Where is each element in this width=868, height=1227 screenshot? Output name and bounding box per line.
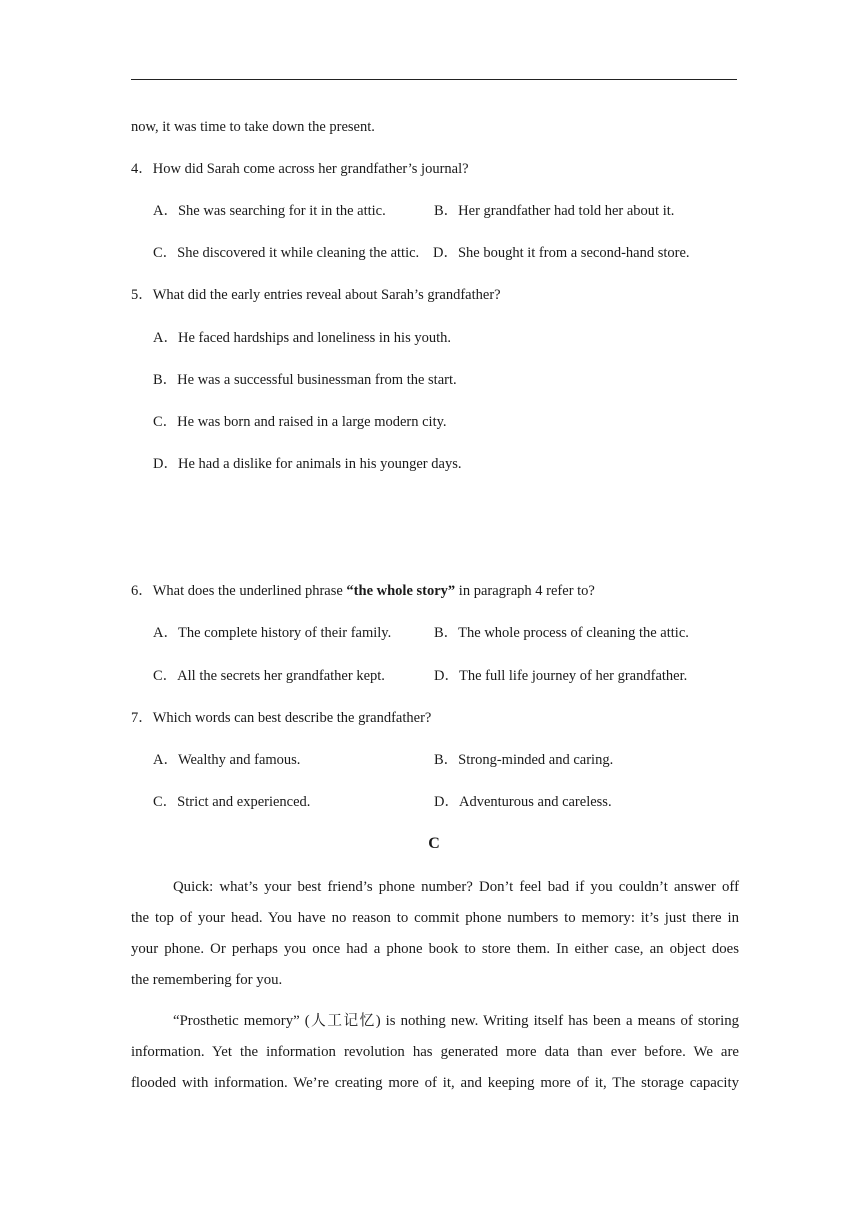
header-rule — [131, 79, 737, 80]
question-6-option-c[interactable]: C．All the secrets her grandfather kept. — [153, 668, 385, 684]
question-7-option-c[interactable]: C．Strict and experienced. — [153, 794, 311, 810]
question-4-option-b[interactable]: B．Her grandfather had told her about it. — [434, 203, 675, 219]
paragraph-2-line-2: information. Yet the information revolution has generated more data than ever before. We are — [131, 1044, 739, 1060]
paragraph-1-line-2: the top of your head. You have no reason to commit phone numbers to memory: it’s just there in — [131, 910, 739, 926]
question-6-option-a[interactable]: A．The complete history of their family. — [153, 625, 392, 641]
paragraph-1-line-3: your phone. Or perhaps you once had a phone book to store them. In either case, an object does — [131, 941, 739, 957]
question-4-option-d[interactable]: D．She bought it from a second-hand store. — [433, 245, 690, 261]
question-7-stem: 7．Which words can best describe the grandfather? — [131, 710, 432, 726]
section-label: C — [428, 835, 440, 852]
paragraph-2-line-1: “Prosthetic memory” (人工记忆) is nothing new. Writing itself has been a means of storing — [173, 1013, 739, 1029]
question-4-stem: 4．How did Sarah come across her grandfather’s journal? — [131, 161, 469, 177]
question-5-option-d[interactable]: D．He had a dislike for animals in his younger days. — [153, 456, 462, 472]
paragraph-1-line-1: Quick: what’s your best friend’s phone number? Don’t feel bad if you couldn’t answer off — [173, 879, 739, 895]
question-4-option-c[interactable]: C．She discovered it while cleaning the attic. — [153, 245, 420, 261]
question-6-option-b[interactable]: B．The whole process of cleaning the attic. — [434, 625, 689, 641]
question-7-option-d[interactable]: D．Adventurous and careless. — [434, 794, 612, 810]
passage-paragraph-2 — [131, 1006, 739, 1099]
question-7-option-a[interactable]: A．Wealthy and famous. — [153, 752, 301, 768]
question-6-underlined-phrase: “the whole story” — [346, 583, 456, 599]
question-5-stem: 5．What did the early entries reveal about Sarah’s grandfather? — [131, 287, 501, 303]
question-5-option-a[interactable]: A．He faced hardships and loneliness in his youth. — [153, 330, 452, 346]
question-6-stem-after: in paragraph 4 refer to? — [455, 583, 595, 599]
question-6-stem — [131, 582, 595, 600]
passage-continuation: now, it was time to take down the present. — [131, 119, 375, 135]
question-4-option-a[interactable]: A．She was searching for it in the attic. — [153, 203, 386, 219]
question-7-option-b[interactable]: B．Strong-minded and caring. — [434, 752, 614, 768]
question-5-option-c[interactable]: C．He was born and raised in a large modern city. — [153, 414, 447, 430]
question-6-option-d[interactable]: D．The full life journey of her grandfather. — [434, 668, 688, 684]
passage-paragraph-1 — [131, 872, 739, 996]
paragraph-2-line-3: flooded with information. We’re creating more of it, and keeping more of it, The storage capacity — [131, 1075, 739, 1091]
question-5-option-b[interactable]: B．He was a successful businessman from the start. — [153, 372, 457, 388]
paragraph-1-line-4: the remembering for you. — [131, 972, 283, 988]
question-6-stem-before: 6．What does the underlined phrase — [131, 583, 347, 599]
